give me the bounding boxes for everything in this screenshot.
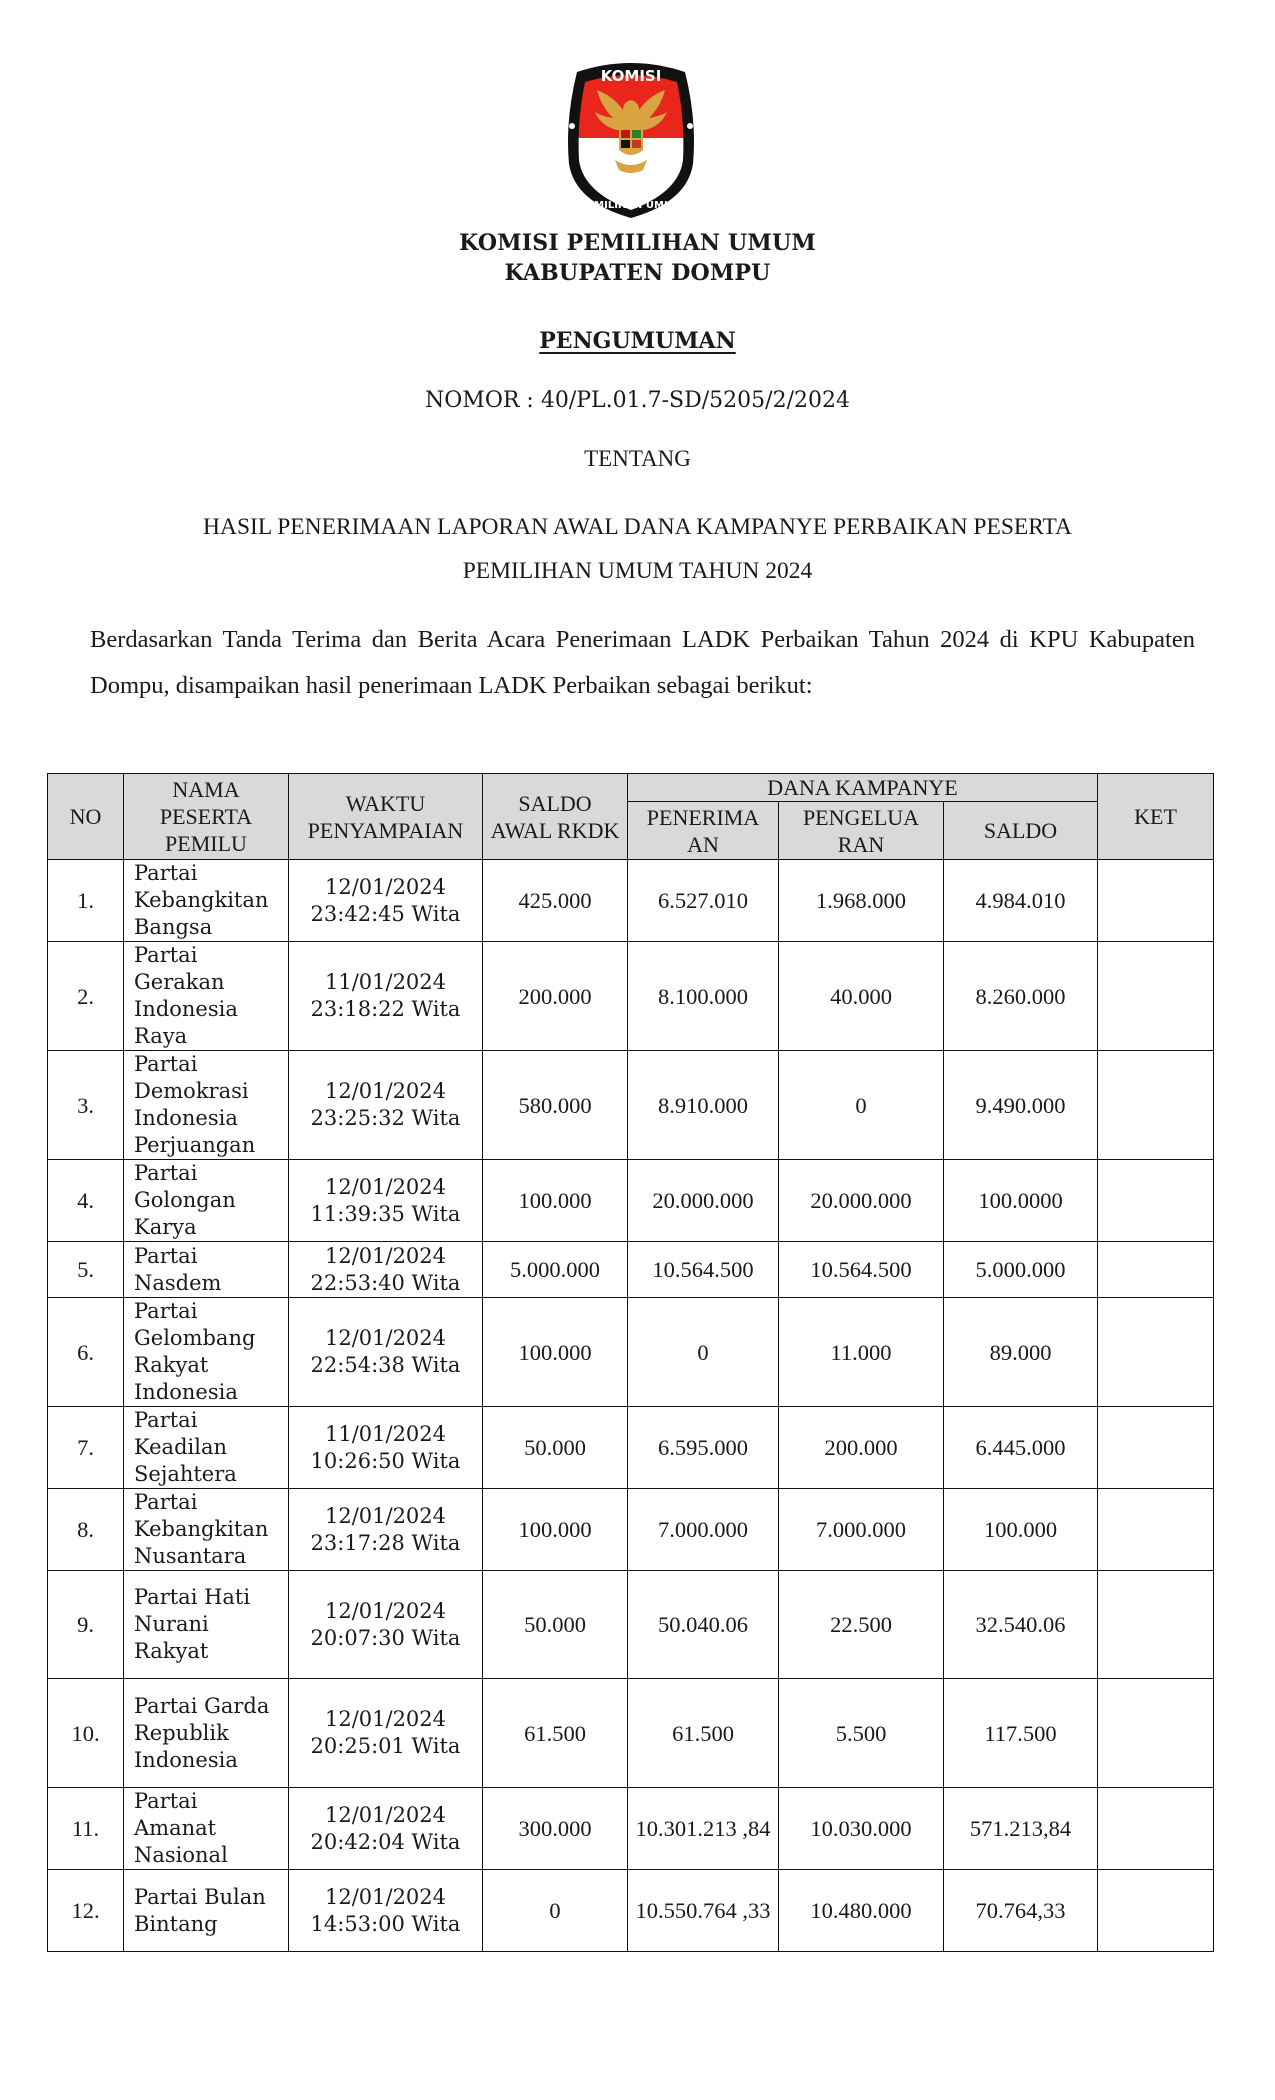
cell-nama: Partai Bulan Bintang bbox=[124, 1870, 289, 1952]
col-header-dana-kampanye: DANA KAMPANYE bbox=[628, 774, 1098, 802]
cell-saldo-awal: 100.000 bbox=[483, 1489, 628, 1571]
cell-ket bbox=[1098, 1407, 1214, 1489]
cell-saldo-awal: 0 bbox=[483, 1870, 628, 1952]
table-row bbox=[48, 1051, 1214, 1160]
cell-ket bbox=[1098, 942, 1214, 1051]
submission-date: 11/01/2024 bbox=[324, 970, 447, 994]
cell-penerimaan: 8.100.000 bbox=[628, 942, 779, 1051]
submission-date: 12/01/2024 bbox=[324, 1884, 447, 1909]
table-row bbox=[48, 1489, 1214, 1571]
submission-time: 22:54:38 Wita bbox=[310, 1353, 461, 1377]
cell-saldo: 4.984.010 bbox=[944, 860, 1098, 942]
intro-paragraph: Berdasarkan Tanda Terima dan Berita Acara Penerimaan LADK Perbaikan Tahun 2024 di KPU Kabupaten Dompu, disampaikan hasil penerimaan LADK Perbaikan sebagai berikut: bbox=[90, 626, 1195, 699]
cell-waktu bbox=[289, 860, 483, 942]
cell-saldo: 117.500 bbox=[944, 1679, 1098, 1788]
cell-nama: Partai Kebangkitan Bangsa bbox=[124, 860, 289, 942]
col-header-no: NO bbox=[48, 774, 124, 860]
table-row bbox=[48, 1242, 1214, 1298]
cell-ket bbox=[1098, 860, 1214, 942]
col-header-saldo: SALDO bbox=[944, 802, 1098, 860]
cell-penerimaan: 0 bbox=[628, 1298, 779, 1407]
table-row bbox=[48, 860, 1214, 942]
cell-saldo: 89.000 bbox=[944, 1298, 1098, 1407]
cell-ket bbox=[1098, 1870, 1214, 1952]
table-row bbox=[48, 942, 1214, 1051]
col-header-ket: KET bbox=[1098, 774, 1214, 860]
kpu-emblem-icon bbox=[563, 60, 699, 218]
table-row bbox=[48, 1870, 1214, 1952]
cell-ket bbox=[1098, 1298, 1214, 1407]
cell-waktu bbox=[289, 1160, 483, 1242]
submission-date: 12/01/2024 bbox=[324, 1802, 447, 1827]
cell-penerimaan: 50.040.06 bbox=[628, 1571, 779, 1679]
cell-saldo-awal: 580.000 bbox=[483, 1051, 628, 1160]
cell-no: 1. bbox=[48, 860, 124, 942]
cell-waktu bbox=[289, 1051, 483, 1160]
cell-pengeluaran: 10.480.000 bbox=[779, 1870, 944, 1952]
cell-no: 12. bbox=[48, 1870, 124, 1952]
table-row bbox=[48, 1679, 1214, 1788]
org-region: KABUPATEN DOMPU bbox=[504, 260, 771, 286]
cell-waktu bbox=[289, 1489, 483, 1571]
cell-nama: Partai Garda Republik Indonesia bbox=[124, 1679, 289, 1788]
cell-saldo-awal: 200.000 bbox=[483, 942, 628, 1051]
cell-penerimaan: 61.500 bbox=[628, 1679, 779, 1788]
table-row bbox=[48, 1298, 1214, 1407]
cell-no: 10. bbox=[48, 1679, 124, 1788]
cell-pengeluaran: 10.564.500 bbox=[779, 1242, 944, 1298]
submission-date: 11/01/2024 bbox=[324, 1421, 447, 1446]
cell-saldo: 9.490.000 bbox=[944, 1051, 1098, 1160]
cell-penerimaan: 7.000.000 bbox=[628, 1489, 779, 1571]
submission-time: 10:26:50 Wita bbox=[310, 1448, 461, 1473]
cell-waktu bbox=[289, 1788, 483, 1870]
cell-saldo-awal: 5.000.000 bbox=[483, 1242, 628, 1298]
submission-date: 12/01/2024 bbox=[324, 874, 447, 899]
cell-ket bbox=[1098, 1160, 1214, 1242]
col-header-pengeluaran: PENGELUA RAN bbox=[779, 802, 944, 860]
cell-pengeluaran: 22.500 bbox=[779, 1571, 944, 1679]
svg-text:KOMISI: KOMISI bbox=[600, 67, 662, 85]
submission-time: 23:25:32 Wita bbox=[310, 1106, 461, 1130]
cell-pengeluaran: 20.000.000 bbox=[779, 1160, 944, 1242]
cell-pengeluaran: 10.030.000 bbox=[779, 1788, 944, 1870]
submission-date: 12/01/2024 bbox=[324, 1326, 447, 1350]
table-row bbox=[48, 1571, 1214, 1679]
org-name: KOMISI PEMILIHAN UMUM bbox=[459, 230, 816, 256]
tentang-label: TENTANG bbox=[584, 446, 691, 471]
cell-ket bbox=[1098, 1679, 1214, 1788]
col-header-waktu: WAKTU PENYAMPAIAN bbox=[289, 774, 483, 860]
cell-ket bbox=[1098, 1571, 1214, 1679]
submission-time: 20:25:01 Wita bbox=[310, 1734, 461, 1758]
svg-text:PEMILIHAN UMUM: PEMILIHAN UMUM bbox=[579, 200, 683, 211]
cell-nama: Partai Demokrasi Indonesia Perjuangan bbox=[124, 1051, 289, 1160]
submission-time: 23:42:45 Wita bbox=[310, 901, 461, 926]
cell-pengeluaran: 0 bbox=[779, 1051, 944, 1160]
submission-time: 23:18:22 Wita bbox=[310, 997, 461, 1021]
cell-penerimaan: 10.301.213 ,84 bbox=[628, 1788, 779, 1870]
cell-saldo: 70.764,33 bbox=[944, 1870, 1098, 1952]
cell-nama: Partai Keadilan Sejahtera bbox=[124, 1407, 289, 1489]
submission-date: 12/01/2024 bbox=[324, 1079, 447, 1103]
submission-time: 23:17:28 Wita bbox=[310, 1530, 461, 1555]
document-subject: HASIL PENERIMAAN LAPORAN AWAL DANA KAMPANYE PERBAIKAN PESERTA PEMILIHAN UMUM TAHUN 2024 bbox=[203, 514, 1072, 584]
cell-saldo-awal: 50.000 bbox=[483, 1407, 628, 1489]
cell-saldo: 571.213,84 bbox=[944, 1788, 1098, 1870]
submission-time: 11:39:35 Wita bbox=[310, 1201, 461, 1226]
cell-no: 3. bbox=[48, 1051, 124, 1160]
table-row bbox=[48, 1788, 1214, 1870]
submission-date: 12/01/2024 bbox=[324, 1243, 447, 1268]
cell-saldo-awal: 100.000 bbox=[483, 1160, 628, 1242]
cell-nama: Partai Amanat Nasional bbox=[124, 1788, 289, 1870]
document-number: NOMOR : 40/PL.01.7-SD/5205/2/2024 bbox=[425, 388, 850, 413]
cell-no: 8. bbox=[48, 1489, 124, 1571]
cell-penerimaan: 10.564.500 bbox=[628, 1242, 779, 1298]
submission-date: 12/01/2024 bbox=[324, 1707, 447, 1731]
cell-waktu bbox=[289, 942, 483, 1051]
cell-nama: Partai Nasdem bbox=[124, 1242, 289, 1298]
cell-no: 11. bbox=[48, 1788, 124, 1870]
cell-waktu bbox=[289, 1407, 483, 1489]
col-header-nama: NAMA PESERTA PEMILU bbox=[124, 774, 289, 860]
cell-ket bbox=[1098, 1788, 1214, 1870]
cell-ket bbox=[1098, 1242, 1214, 1298]
submission-time: 22:53:40 Wita bbox=[310, 1270, 461, 1295]
col-header-penerimaan: PENERIMA AN bbox=[628, 802, 779, 860]
cell-waktu bbox=[289, 1870, 483, 1952]
submission-time: 20:42:04 Wita bbox=[310, 1829, 461, 1854]
submission-time: 14:53:00 Wita bbox=[310, 1911, 461, 1936]
cell-pengeluaran: 7.000.000 bbox=[779, 1489, 944, 1571]
cell-penerimaan: 6.527.010 bbox=[628, 860, 779, 942]
document-title: PENGUMUMAN bbox=[539, 328, 736, 354]
cell-waktu bbox=[289, 1679, 483, 1788]
cell-saldo-awal: 61.500 bbox=[483, 1679, 628, 1788]
cell-saldo: 100.000 bbox=[944, 1489, 1098, 1571]
submission-date: 12/01/2024 bbox=[324, 1503, 447, 1528]
cell-pengeluaran: 5.500 bbox=[779, 1679, 944, 1788]
cell-nama: Partai Gelombang Rakyat Indonesia bbox=[124, 1298, 289, 1407]
cell-saldo: 5.000.000 bbox=[944, 1242, 1098, 1298]
submission-date: 12/01/2024 bbox=[324, 1174, 447, 1199]
table-row bbox=[48, 1160, 1214, 1242]
cell-pengeluaran: 11.000 bbox=[779, 1298, 944, 1407]
cell-penerimaan: 6.595.000 bbox=[628, 1407, 779, 1489]
cell-pengeluaran: 200.000 bbox=[779, 1407, 944, 1489]
cell-saldo-awal: 100.000 bbox=[483, 1298, 628, 1407]
cell-nama: Partai Golongan Karya bbox=[124, 1160, 289, 1242]
cell-saldo: 32.540.06 bbox=[944, 1571, 1098, 1679]
cell-penerimaan: 10.550.764 ,33 bbox=[628, 1870, 779, 1952]
cell-ket bbox=[1098, 1489, 1214, 1571]
cell-saldo-awal: 300.000 bbox=[483, 1788, 628, 1870]
cell-ket bbox=[1098, 1051, 1214, 1160]
cell-nama: Partai Kebangkitan Nusantara bbox=[124, 1489, 289, 1571]
submission-time: 20:07:30 Wita bbox=[310, 1625, 461, 1650]
cell-nama: Partai Gerakan Indonesia Raya bbox=[124, 942, 289, 1051]
submission-date: 12/01/2024 bbox=[324, 1598, 447, 1623]
cell-waktu bbox=[289, 1298, 483, 1407]
cell-pengeluaran: 1.968.000 bbox=[779, 860, 944, 942]
cell-saldo-awal: 425.000 bbox=[483, 860, 628, 942]
table-row bbox=[48, 1407, 1214, 1489]
cell-nama: Partai Hati Nurani Rakyat bbox=[124, 1571, 289, 1679]
cell-waktu bbox=[289, 1571, 483, 1679]
cell-saldo-awal: 50.000 bbox=[483, 1571, 628, 1679]
cell-no: 9. bbox=[48, 1571, 124, 1679]
col-header-saldo-awal: SALDO AWAL RKDK bbox=[483, 774, 628, 860]
cell-penerimaan: 20.000.000 bbox=[628, 1160, 779, 1242]
cell-saldo: 100.0000 bbox=[944, 1160, 1098, 1242]
cell-pengeluaran: 40.000 bbox=[779, 942, 944, 1051]
cell-no: 4. bbox=[48, 1160, 124, 1242]
cell-no: 6. bbox=[48, 1298, 124, 1407]
cell-no: 5. bbox=[48, 1242, 124, 1298]
cell-saldo: 6.445.000 bbox=[944, 1407, 1098, 1489]
cell-no: 2. bbox=[48, 942, 124, 1051]
cell-penerimaan: 8.910.000 bbox=[628, 1051, 779, 1160]
cell-saldo: 8.260.000 bbox=[944, 942, 1098, 1051]
campaign-fund-table bbox=[47, 773, 1214, 1952]
cell-no: 7. bbox=[48, 1407, 124, 1489]
cell-waktu bbox=[289, 1242, 483, 1298]
